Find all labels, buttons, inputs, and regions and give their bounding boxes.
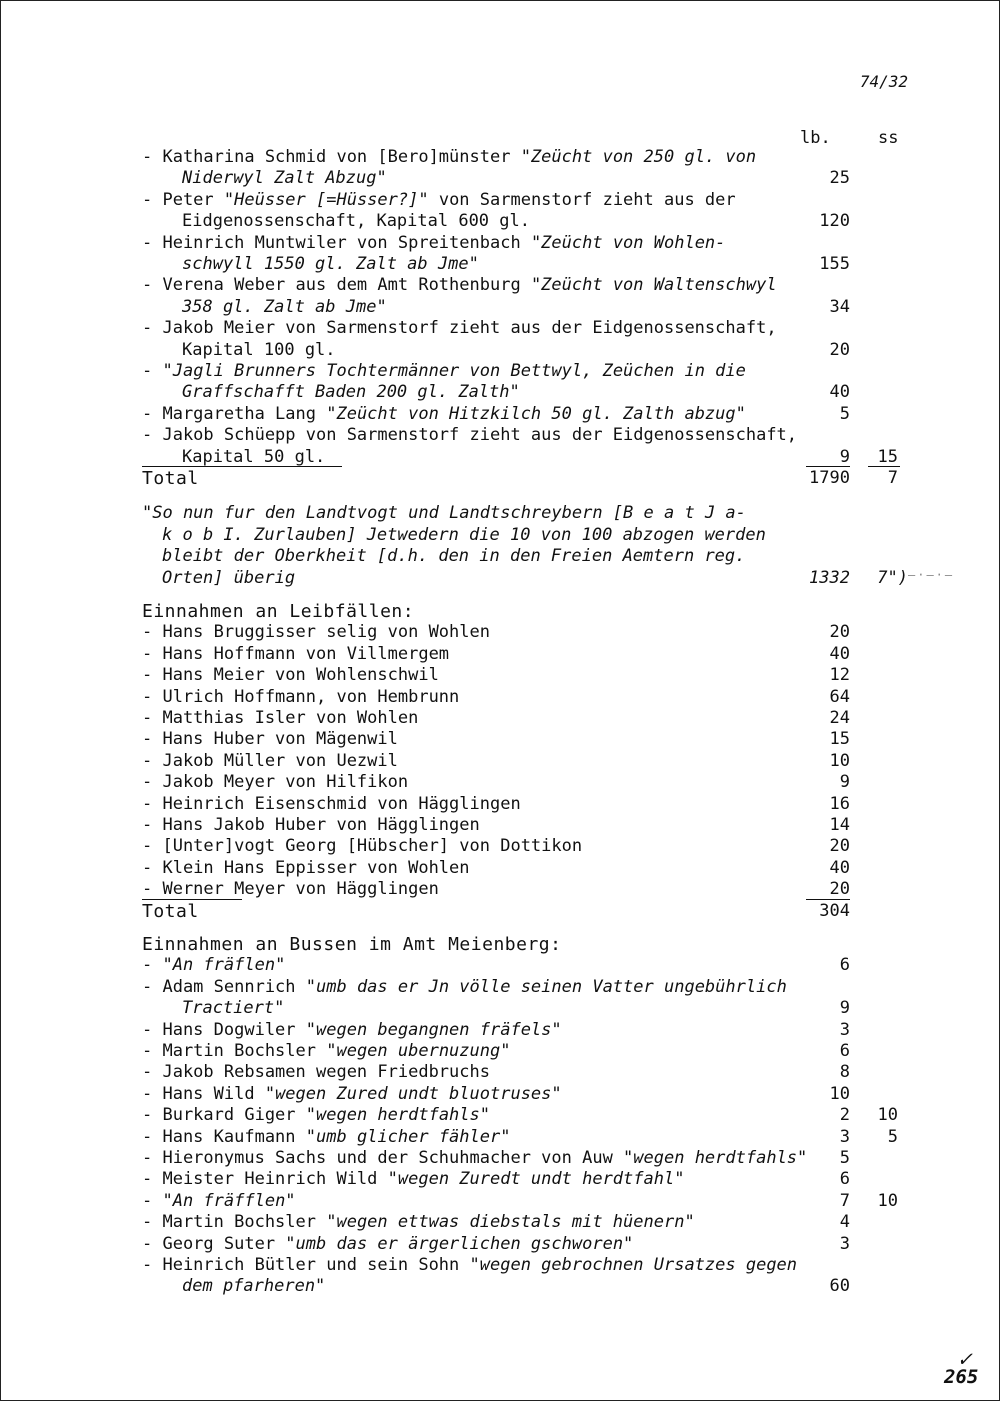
quoted-text: "Zeücht von Wohlen- <box>530 232 726 253</box>
entry-text <box>142 404 746 424</box>
quoted-text: "umb glicher fähler" <box>305 1126 511 1147</box>
check-mark-icon: ✓ <box>958 1347 972 1372</box>
entry-text <box>142 1041 510 1061</box>
entry-row <box>0 168 1000 190</box>
amount-lb: 14 <box>829 815 850 835</box>
entry-row <box>0 1084 1000 1106</box>
amount-lb: 20 <box>829 339 850 360</box>
note-line <box>0 525 1000 547</box>
entry-row <box>0 275 1000 297</box>
note-text: Orten] überig <box>162 567 296 588</box>
column-header-ss: ss <box>878 128 899 148</box>
entry-row <box>0 233 1000 255</box>
entry-text <box>182 1276 325 1296</box>
entry-text <box>142 1191 296 1211</box>
entry-row <box>0 665 1000 687</box>
entry-text: - Hans Huber von Mägenwil <box>142 729 398 750</box>
plain-text: - Katharina Schmid von [Bero]münster <box>142 147 521 167</box>
entry-row <box>0 1169 1000 1191</box>
plain-text: - Burkard Giger <box>142 1105 306 1126</box>
entry-row <box>0 190 1000 212</box>
quoted-text: "An fräfflen" <box>162 1190 296 1211</box>
section-heading <box>0 934 1000 956</box>
entry-text: - Jakob Meyer von Hilfikon <box>142 772 409 793</box>
entry-text: - Ulrich Hoffmann, von Hembrunn <box>142 686 460 707</box>
column-header-lb: lb. <box>800 128 831 148</box>
entry-text: - Jakob Müller von Uezwil <box>142 750 398 771</box>
amount-lb: 20 <box>829 622 850 643</box>
quoted-text: "Heüsser [=Hüsser?]" <box>223 189 429 210</box>
amount-lb: 10 <box>829 1083 850 1104</box>
amount-lb: 7 <box>839 1190 850 1211</box>
quoted-text: schwyll 1550 gl. Zalt ab Jme" <box>182 254 479 274</box>
amount-ss: 15 <box>877 446 898 467</box>
entry-text <box>142 361 746 381</box>
quoted-text: wyl Zalt Abzug" <box>233 168 387 189</box>
note-ss: 7") <box>877 567 908 588</box>
entry-row <box>0 382 1000 404</box>
plain-text: - Jakob Rebsamen wegen Friedbruchs <box>142 1062 490 1083</box>
quoted-text: "Zeücht von Hitzkilch 50 gl. Zalth abzug" <box>326 403 746 424</box>
entry-row <box>0 836 1000 858</box>
quoted-text: "Zeücht von Waltenschwyl <box>530 275 777 296</box>
entry-text: - Hans Jakob Huber von Hägglingen <box>142 815 480 835</box>
entry-text <box>142 955 285 975</box>
entry-row <box>0 977 1000 999</box>
entry-text <box>142 425 797 445</box>
amount-lb: 6 <box>839 955 850 976</box>
entry-row <box>0 1148 1000 1170</box>
entry-row <box>0 1191 1000 1213</box>
entry-text <box>182 211 530 231</box>
total-label: Total <box>142 468 199 489</box>
amount-lb: 3 <box>839 1233 850 1254</box>
entry-row <box>0 1276 1000 1298</box>
amount-lb: 8 <box>839 1062 850 1083</box>
entry-text <box>142 190 736 210</box>
plain-text: von Sarmenstorf zieht aus der <box>428 189 736 210</box>
entry-text <box>182 254 479 274</box>
amount-lb: 4 <box>839 1212 850 1233</box>
entry-row <box>0 1062 1000 1084</box>
plain-text: - Hans Kaufmann <box>142 1126 306 1147</box>
entry-text: - Matthias Isler von Wohlen <box>142 708 419 728</box>
entry-text: - Klein Hans Eppisser von Wohlen <box>142 857 470 878</box>
amount-lb: 64 <box>829 686 850 707</box>
entry-text <box>142 1127 510 1147</box>
quoted-text: "Jagli Brunners Tochtermänner von Bettwyl, Zeüchen in die <box>162 361 746 381</box>
entry-text <box>142 977 787 997</box>
total-row <box>0 901 1000 923</box>
margin-dash: —·—·— <box>908 568 955 582</box>
entry-text <box>142 1212 695 1232</box>
entry-row <box>0 361 1000 383</box>
plain-text: - Margaretha Lang <box>142 403 327 424</box>
entry-row <box>0 425 1000 447</box>
entry-row <box>0 815 1000 837</box>
plain-text: - <box>142 1190 163 1211</box>
entry-text: - Hans Meier von Wohlenschwil <box>142 665 439 686</box>
folio-stamp: 265 <box>944 1366 979 1388</box>
plain-text: - Verena Weber aus dem Amt Rothenburg <box>142 275 531 296</box>
entry-text <box>182 447 325 467</box>
plain-text: Eidgenossenschaft, Kapital 600 gl. <box>182 211 530 232</box>
plain-text: - Georg Suter <box>142 1233 286 1254</box>
amount-ss: 10 <box>877 1190 898 1211</box>
entry-text: - Heinrich Eisenschmid von Hägglingen <box>142 793 521 814</box>
total-label: Total <box>142 900 199 922</box>
quoted-text: "wegen Zured undt bluotruses" <box>264 1083 562 1104</box>
entry-text: - Werner Meyer von Hägglingen <box>142 879 439 900</box>
amount-lb: 6 <box>839 1169 850 1190</box>
entry-text <box>182 998 284 1018</box>
entry-text <box>142 1148 807 1168</box>
entry-row <box>0 687 1000 709</box>
note-text: k o b I. Zurlauben] Jetwedern die 10 von 100 abzogen werden <box>162 524 766 545</box>
amount-lb: 20 <box>829 879 850 900</box>
plain-text: - Peter <box>142 189 224 210</box>
entry-row <box>0 708 1000 730</box>
entry-row <box>0 858 1000 880</box>
plain-text: - Martin Bochsler <box>142 1212 327 1233</box>
entry-row <box>0 622 1000 644</box>
entry-text: - Hans Bruggisser selig von Wohlen <box>142 622 490 643</box>
amount-lb: 40 <box>829 382 850 403</box>
quoted-text: Graffschafft Baden 200 gl. Zalth" <box>182 382 520 403</box>
entry-text <box>142 275 777 295</box>
quoted-text: "wegen ubernuzung" <box>326 1041 511 1061</box>
amount-lb: 120 <box>819 211 850 232</box>
heading-leibfaelle: Einnahmen an Leibfällen: <box>142 601 415 622</box>
entry-text: - Hans Hoffmann von Villmergem <box>142 643 450 664</box>
amount-ss: 5 <box>887 1126 898 1147</box>
amount-lb: 2 <box>839 1105 850 1126</box>
plain-text: - Hieronymus Sachs und der Schuhmacher von Auw <box>142 1148 624 1168</box>
quoted-text: dem pfarheren" <box>182 1276 326 1297</box>
quoted-text: "wegen begangnen fräfels" <box>305 1019 562 1040</box>
quoted-text: "wegen herdtfahls" <box>305 1105 490 1126</box>
total-rule-left <box>142 466 342 467</box>
entry-row <box>0 1234 1000 1256</box>
entry-text <box>142 1020 562 1040</box>
amount-lb: 24 <box>829 708 850 728</box>
plain-text: - Hans Dogwiler <box>142 1019 306 1040</box>
entry-row <box>0 211 1000 233</box>
amount-lb: 25 <box>829 168 850 189</box>
plain-text: - Heinrich Muntwiler von Spreitenbach <box>142 232 531 253</box>
entry-text <box>142 147 756 167</box>
entry-row <box>0 404 1000 426</box>
note-text: bleibt der Oberkheit [d.h. den in den Freien Aemtern reg. <box>162 546 746 567</box>
total-lb: 304 <box>819 900 850 921</box>
amount-lb: 5 <box>839 403 850 424</box>
entry-row <box>0 1127 1000 1149</box>
entry-row <box>0 772 1000 794</box>
amount-lb: 15 <box>829 729 850 750</box>
amount-lb: 60 <box>829 1276 850 1297</box>
note-lb: 1332 <box>809 567 850 588</box>
entry-text: - [Unter]vogt Georg [Hübscher] von Dottikon <box>142 836 583 857</box>
entry-row <box>0 318 1000 340</box>
plain-text: - Martin Bochsler <box>142 1041 327 1061</box>
amount-lb: 6 <box>839 1041 850 1061</box>
quoted-text: Nider <box>182 168 234 189</box>
plain-text: - Jakob Schüepp von Sarmenstorf zieht aus der Eidgenossenschaft, <box>142 425 798 446</box>
quoted-text: "wegen gebrochnen Ursatzes gegen <box>469 1255 798 1275</box>
heading-bussen: Einnahmen an Bussen im Amt Meienberg: <box>142 934 562 955</box>
entry-row <box>0 998 1000 1020</box>
amount-lb: 155 <box>819 254 850 274</box>
quoted-text: Tractiert" <box>182 998 285 1019</box>
amount-lb: 5 <box>839 1148 850 1168</box>
quoted-text: "umb das er ärgerlichen gschworen" <box>285 1233 634 1254</box>
entry-row <box>0 751 1000 773</box>
total-lb: 1790 <box>809 468 850 488</box>
plain-text: Kapital 100 gl. <box>182 339 336 360</box>
entry-row <box>0 1255 1000 1277</box>
amount-lb: 10 <box>829 750 850 771</box>
quoted-text: "wegen ettwas diebstals mit hüenern" <box>326 1212 695 1233</box>
plain-text: - Meister Heinrich Wild <box>142 1169 388 1190</box>
total-rule-left <box>142 899 242 900</box>
entry-row <box>0 1041 1000 1063</box>
note-line <box>0 568 1000 590</box>
total-ss: 7 <box>887 468 898 488</box>
note-text: "So nun fur den Landtvogt und Landtschreybern [B e a t J a- <box>142 503 746 524</box>
entry-text <box>182 297 387 317</box>
entry-row <box>0 297 1000 319</box>
amount-lb: 40 <box>829 857 850 878</box>
amount-lb: 3 <box>839 1126 850 1147</box>
plain-text: - Jakob Meier von Sarmenstorf zieht aus der Eidgenossenschaft, <box>142 318 777 339</box>
total-rule-ss <box>868 466 900 467</box>
quoted-text: 358 gl. Zalt ab Jme" <box>182 296 387 317</box>
entry-text <box>142 1084 562 1104</box>
entry-text <box>142 233 725 253</box>
entry-row <box>0 955 1000 977</box>
entry-text <box>142 1234 633 1254</box>
entry-text <box>182 382 520 402</box>
entry-row <box>0 1105 1000 1127</box>
amount-ss: 10 <box>877 1105 898 1126</box>
amount-lb: 9 <box>839 446 850 467</box>
total-row <box>0 468 1000 490</box>
entry-text <box>142 1105 490 1125</box>
page-number: 74/32 <box>859 72 908 91</box>
entry-row <box>0 1020 1000 1042</box>
total-rule-lb <box>806 899 850 900</box>
amount-lb: 3 <box>839 1019 850 1040</box>
amount-lb: 12 <box>829 665 850 686</box>
plain-text: Kapital 50 gl. <box>182 446 326 467</box>
amount-lb: 40 <box>829 643 850 664</box>
total-rule-lb <box>806 466 850 467</box>
entry-row <box>0 147 1000 169</box>
entry-text <box>142 1062 490 1082</box>
amount-lb: 9 <box>839 772 850 793</box>
quoted-text: "wegen herdtfahls" <box>623 1148 808 1168</box>
amount-lb: 20 <box>829 836 850 857</box>
note-line <box>0 546 1000 568</box>
entry-text <box>142 1255 797 1275</box>
entry-row <box>0 644 1000 666</box>
plain-text: - Hans Wild <box>142 1083 265 1104</box>
entry-row <box>0 340 1000 362</box>
quoted-text: "Zeücht von 250 gl. von <box>520 147 757 167</box>
entry-text <box>182 340 336 360</box>
quoted-text: "wegen Zuredt undt herdtfahl" <box>387 1169 685 1190</box>
amount-lb: 9 <box>839 998 850 1019</box>
note-line <box>0 503 1000 525</box>
amount-lb: 34 <box>829 296 850 317</box>
quoted-text: "An fräflen" <box>162 955 286 976</box>
entry-row <box>0 254 1000 276</box>
entry-row <box>0 1212 1000 1234</box>
plain-text: - <box>142 955 163 976</box>
entry-row <box>0 729 1000 751</box>
amount-lb: 16 <box>829 793 850 814</box>
section-heading <box>0 601 1000 623</box>
plain-text: - Heinrich Bütler und sein Sohn <box>142 1255 470 1275</box>
entry-row <box>0 794 1000 816</box>
entry-text <box>142 1169 684 1189</box>
quoted-text: "umb das er Jn völle seinen Vatter ungebührlich <box>305 976 787 997</box>
plain-text: - <box>142 361 163 381</box>
entry-text <box>142 318 777 338</box>
entry-text <box>182 168 387 188</box>
plain-text: - Adam Sennrich <box>142 976 306 997</box>
